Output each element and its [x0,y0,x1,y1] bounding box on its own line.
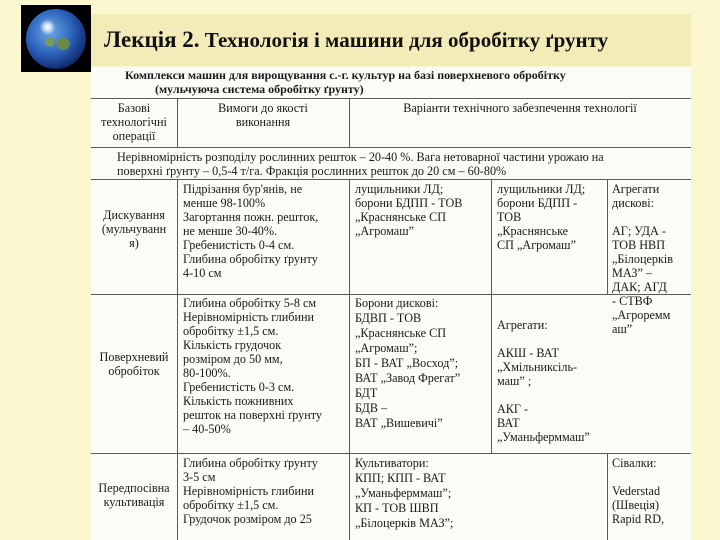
requirement-line: Нерівномірність глибини [183,310,315,324]
variant-line: АКШ - ВАТ [497,346,559,360]
variant-line: „Краснянське СП [355,210,447,224]
variant-line: МАЗ” – [612,266,652,280]
requirement-line: Підрізання бур'янів, не [183,182,303,196]
variant-line: борони БДПП - [497,196,578,210]
variant-line: „Краснянське [497,224,569,238]
variant-line: КП - ТОВ ШВП [355,501,439,515]
header-operations [93,101,175,143]
header-requirements-line: Вимоги до якості [218,101,308,115]
variant-line: ТОВ [497,210,522,224]
table-rule-row1 [91,294,691,295]
variant-line: Культиватори: [355,456,429,470]
variant-line: АГ; УДА - [612,224,666,238]
requirement-line: Грудочок розміром до 25 [183,512,312,526]
variant-line: „Уманьферммаш” [497,430,590,444]
globe-sphere [26,9,86,69]
summary-line: Нерівномірність розподілу рослинних решток – 20-40 %. Вага нетоварної частини урожаю на [117,150,604,164]
variant-line: „Агроремм [612,308,671,322]
variant-line: Агрегати [612,182,660,196]
variant-line: ВАТ [497,416,520,430]
variant-line [612,470,664,484]
requirement-line: решток на поверхні ґрунту [183,408,323,422]
variant-line: СП „Агромаш” [497,238,576,252]
variant-line: ТОВ НВП [612,238,665,252]
row1-variant3 [612,182,673,336]
row2-variant1 [355,296,460,431]
header-variants: Варіанти технічного забезпечення технології [403,101,637,115]
variant-line: Rapid RD, [612,512,665,526]
row3-variant3 [612,456,664,526]
row3-variant1 [355,456,453,531]
row3-operation [93,481,175,509]
col-divider-2 [349,179,350,540]
col-divider-4a [607,179,608,294]
variant-line: аш” [612,322,633,336]
requirement-line: менше 98-100% [183,196,266,210]
variant-line: (Швеція) [612,498,660,512]
requirement-line: 80-100%. [183,366,231,380]
variant-line: БДВ – [355,401,388,415]
variant-line [612,210,673,224]
header-operations-line: Базові [117,101,151,115]
variant-line: „Агромаш” [355,224,414,238]
summary-row [117,150,604,178]
operation-line: я) [129,236,139,250]
variant-line: ВАТ „Вишевичі” [355,416,443,430]
variant-line: ДАК; АГД [612,280,667,294]
globe-logo [21,5,91,72]
slide-title-prefix: Лекція 2. [104,27,200,52]
header-operations-line: технологічні [101,115,167,129]
table-rule-header [91,147,691,148]
variant-line: маш” ; [497,374,532,388]
variant-line: борони БДПП - ТОВ [355,196,463,210]
requirement-line: обробітку ±1,5 см. [183,498,279,512]
requirement-line: Нерівномірність глибини [183,484,315,498]
header-operations-line: операції [112,129,156,143]
variant-line: КПП; КПП - ВАТ [355,471,446,485]
requirement-line: Загортання пожн. решток, [183,210,319,224]
variant-line: „Білоцерків [612,252,674,266]
variant-line: дискові: [612,196,655,210]
header-divider-1 [177,98,178,147]
header-divider-2 [349,98,350,147]
requirement-line: Гребенистість 0-4 см. [183,238,295,252]
col-divider-1 [177,179,178,540]
header-requirements [179,101,347,129]
table-rule-row2 [91,453,691,454]
variant-line: лущильники ЛД; [355,182,444,196]
summary-line: поверхні ґрунту – 0,5-4 т/га. Фракція рослинних решток до 20 см – 60-80% [117,164,507,178]
slide-title [104,27,704,53]
row2-requirements [183,296,322,436]
scanned-document [91,67,691,540]
requirement-line: обробітку ±1,5 см. [183,324,279,338]
requirement-line: Глибина обробітку 5-8 см [183,296,317,310]
requirement-line: Кількість пожнивних [183,394,294,408]
variant-line: БДВП - ТОВ [355,311,422,325]
col-divider-4b [607,453,608,540]
operation-line: Дискування [103,208,165,222]
row3-requirements [183,456,318,526]
requirement-line: Глибина обробітку ґрунту [183,252,318,266]
requirement-line: 4-10 см [183,266,222,280]
row2-operation [93,350,175,378]
slide-title-text: Технологія і машини для обробітку ґрунту [204,28,609,52]
row1-operation [93,208,175,250]
operation-line: Поверхневий [99,350,169,364]
table-rule-summary [91,179,691,180]
row1-variant1 [355,182,462,238]
variant-line: „Білоцерків МАЗ”; [355,516,454,530]
variant-line: „Агромаш”; [355,341,418,355]
operation-line: культивація [103,495,165,509]
variant-line: Борони дискові: [355,296,439,310]
document-title: Комплекси машин для вирощування с.-г. культур на базі поверхневого обробітку [125,68,566,82]
variant-line: БДТ [355,386,378,400]
requirement-line: Кількість грудочок [183,338,282,352]
document-subtitle: (мульчуюча система обробітку ґрунту) [155,82,364,96]
variant-line: „Уманьферммаш”; [355,486,452,500]
requirement-line: не менше 30-40%. [183,224,278,238]
variant-line: АКГ - [497,402,529,416]
variant-line: „Хмільниксіль- [497,360,578,374]
requirement-line: Глибина обробітку ґрунту [183,456,318,470]
variant-line: БП - ВАТ „Восход”; [355,356,459,370]
row1-requirements [183,182,318,280]
variant-line: „Краснянське СП [355,326,447,340]
operation-line: обробіток [108,364,160,378]
operation-line: (мульчуванн [101,222,167,236]
variant-line: Vederstad [612,484,661,498]
variant-line [497,332,590,346]
requirement-line: 3-5 см [183,470,216,484]
variant-line: Сівалки: [612,456,657,470]
col-divider-3 [491,179,492,453]
variant-line [497,388,590,402]
row1-variant2 [497,182,585,252]
requirement-line: – 40-50% [183,422,231,436]
requirement-line: розміром до 50 мм, [183,352,283,366]
variant-line: ВАТ „Завод Фрегат” [355,371,461,385]
requirement-line: Гребенистість 0-3 см. [183,380,295,394]
variant-line: Агрегати: [497,318,548,332]
header-requirements-line: виконання [235,115,291,129]
operation-line: Передпосівна [98,481,170,495]
table-rule-top [91,98,691,99]
variant-line: - СТВФ [612,294,653,308]
variant-line: лущильники ЛД; [497,182,586,196]
row2-variant2 [497,318,590,444]
